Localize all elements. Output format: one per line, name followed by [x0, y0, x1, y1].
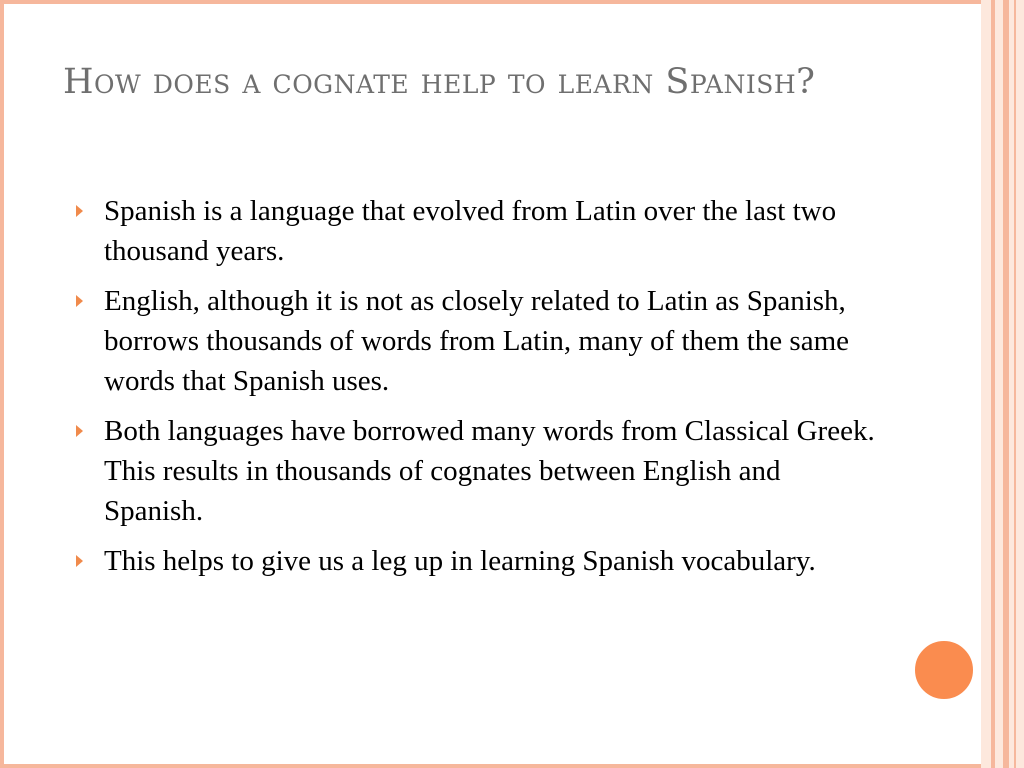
slide-border-left [0, 0, 4, 768]
triangle-right-icon [76, 295, 83, 307]
triangle-right-icon [76, 205, 83, 217]
slide-border-bottom [0, 764, 981, 768]
bullet-list [76, 191, 886, 591]
bullet-text: This helps to give us a leg up in learning Spanish vocabulary. [104, 545, 816, 577]
bullet-item [76, 411, 886, 531]
bullet-text: English, although it is not as closely related to Latin as Spanish, borrows thousands of words from Latin, many of them the same words that Spanish uses. [104, 285, 849, 397]
slide-title: How does a cognate help to learn Spanish? [63, 62, 816, 102]
slide-border-top [0, 0, 981, 4]
bullet-item [76, 541, 886, 581]
bullet-text: Spanish is a language that evolved from Latin over the last two thousand years. [104, 195, 837, 267]
side-stripe [1003, 0, 1009, 768]
triangle-right-icon [76, 425, 83, 437]
bullet-text: Both languages have borrowed many words from Classical Greek. This results in thousands of cognates between English and Spanish. [104, 415, 875, 527]
bullet-item [76, 191, 886, 271]
triangle-right-icon [76, 555, 83, 567]
side-stripe [991, 0, 995, 768]
accent-circle [913, 639, 975, 701]
bullet-item [76, 281, 886, 401]
side-stripe [1014, 0, 1016, 768]
